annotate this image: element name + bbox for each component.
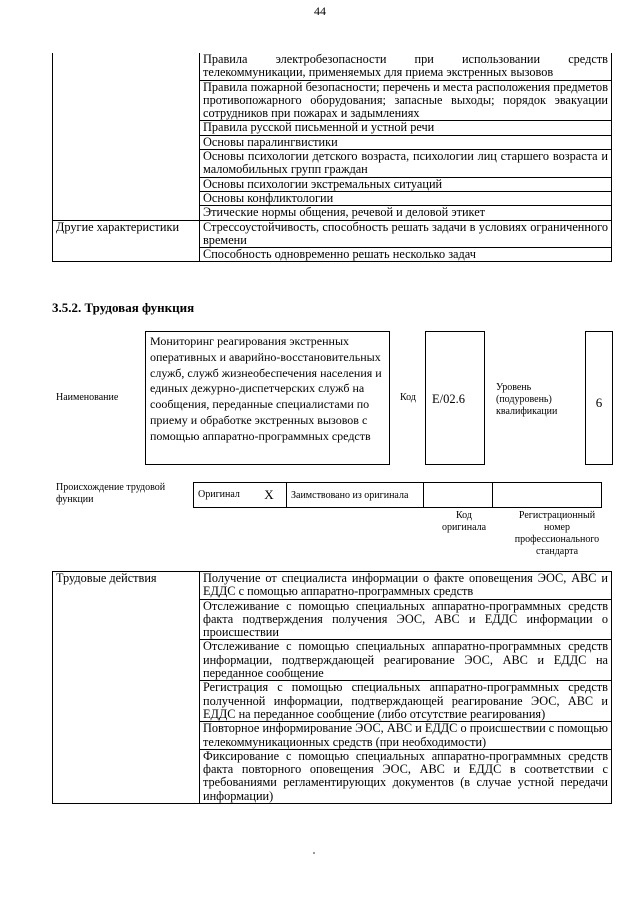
section-title: 3.5.2. Трудовая функция — [52, 300, 195, 315]
labor-action-row: Регистрация с помощью специальных аппаратно-программных средств полученной информации, подтверждающей реагирование ЭОС, АВС и ЕДДС на переданное сообщение (либо отсутствие реагирования) — [200, 681, 612, 722]
knowledge-row: Правила русской письменной и устной речи — [200, 121, 612, 135]
labor-action-row: Фиксирование с помощью специальных аппаратно-программных средств факта повторного оповещения ЭОС, АВС и ЕДДС в соответствии с требованиями регламентирующих документов (в случае устной передачи информации) — [200, 749, 612, 803]
reg-number-cell — [493, 483, 602, 508]
knowledge-row: Правила электробезопасности при использовании средств телекоммуникации, применяемых для приема экстренных вызовов — [200, 53, 612, 80]
level-value-box: 6 — [585, 331, 613, 465]
labor-action-row: Получение от специалиста информации о факте оповещения ЭОС, АВС и ЕДДС с помощью аппаратно-программных средств — [200, 572, 612, 600]
knowledge-row: Основы психологии экстремальных ситуаций — [200, 177, 612, 191]
knowledge-label-cell — [53, 53, 200, 220]
other-row: Стрессоустойчивость, способность решать задачи в условиях ограниченного времени — [200, 220, 612, 248]
labor-actions-label: Трудовые действия — [53, 572, 200, 804]
knowledge-row: Этические нормы общения, речевой и деловой этикет — [200, 206, 612, 220]
reg-number-caption: Регистрационный номер профессионального стандарта — [514, 510, 600, 557]
original-label: Оригинал — [194, 483, 253, 508]
knowledge-table — [52, 53, 612, 262]
knowledge-row: Основы паралингвистики — [200, 135, 612, 149]
code-original-caption: Код оригинала — [441, 510, 487, 533]
code-value-box: E/02.6 — [425, 331, 485, 465]
name-label: Наименование — [56, 392, 119, 403]
labor-action-row: Повторное информирование ЭОС, АВС и ЕДДС о происшествии с помощью телекоммуникационных средств (при необходимости) — [200, 722, 612, 750]
level-label: Уровень (подуровень) квалификации — [496, 382, 558, 417]
scan-speck — [313, 852, 315, 854]
knowledge-row: Правила пожарной безопасности; перечень и места расположения предметов противопожарного оборудования; запасные выходы; порядок эвакуации сотрудников при пожарах и задымлениях — [200, 80, 612, 121]
origin-label: Происхождение трудовой функции — [56, 482, 166, 505]
labor-actions-table — [52, 571, 612, 804]
code-original-cell — [424, 483, 493, 508]
page-number: 44 — [314, 4, 326, 18]
labor-action-row: Отслеживание с помощью специальных аппаратно-программных средств информации, подтверждающей реагирование ЭОС, АВС и ЕДДС на переданное сообщение — [200, 640, 612, 681]
borrowed-label: Заимствовано из оригинала — [287, 483, 424, 508]
knowledge-row: Основы психологии детского возраста, психологии лиц старшего возраста и маломобильных групп граждан — [200, 150, 612, 178]
function-name-box: Мониторинг реагирования экстренных оперативных и аварийно-восстановительных служб, служб жизнеобеспечения населения и единых дежурно-диспетчерских служб на сообщения, переданные специалистами по приему и обработке экстренных вызовов с помощью аппаратно-программных средств — [145, 331, 390, 465]
other-row: Способность одновременно решать несколько задач — [200, 248, 612, 262]
code-label: Код — [400, 392, 416, 403]
labor-action-row: Отслеживание с помощью специальных аппаратно-программных средств факта подтверждения получения ЭОС, АВС и ЕДДС информации о происшествии — [200, 599, 612, 640]
original-mark: X — [252, 483, 287, 508]
origin-table — [193, 482, 602, 508]
knowledge-row: Основы конфликтологии — [200, 191, 612, 205]
other-characteristics-label: Другие характеристики — [53, 220, 200, 262]
